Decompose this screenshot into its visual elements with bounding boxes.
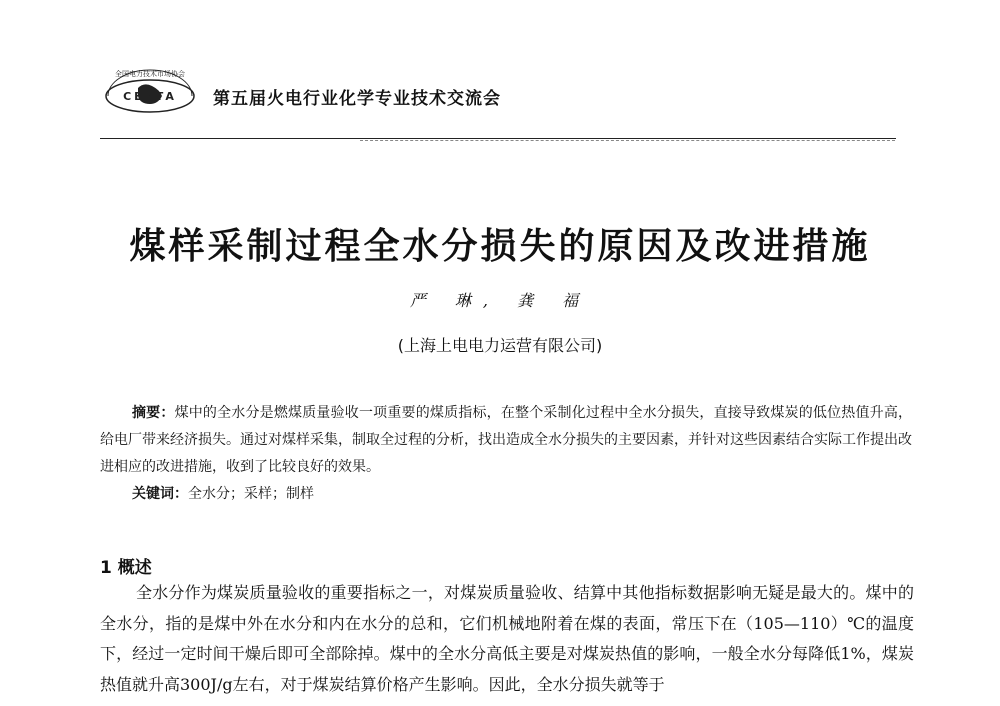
abstract: [100, 400, 912, 481]
authors: 严 琳, 龚 福: [409, 291, 591, 310]
header-divider-dashed: [360, 140, 895, 141]
paper-title: 煤样采制过程全水分损失的原因及改进措施: [129, 226, 871, 267]
logo-arc-text: 全国电力技术市场协会: [115, 70, 185, 78]
conference-logo: [100, 66, 200, 118]
logo-letters: CEPTA: [123, 90, 177, 103]
keywords: [132, 483, 314, 503]
abstract-text: 煤中的全水分是燃煤质量验收一项重要的煤质指标，在整个采制化过程中全水分损失，直接导致煤炭的低位热值升高，给电厂带来经济损失。通过对煤样采集，制取全过程的分析，找出造成全水分损失的主要因素，并针对这些因素结合实际工作提出改进相应的改进措施，收到了比较良好的效果。: [100, 405, 913, 475]
abstract-label: 摘要：: [132, 405, 175, 421]
keywords-label: 关键词：: [132, 486, 188, 502]
affiliation: (上海上电电力运营有限公司): [397, 336, 603, 355]
section-heading: 1 概述: [100, 558, 152, 578]
keywords-text: 全水分；采样；制样: [188, 486, 314, 502]
header-divider: [100, 138, 896, 139]
section-body: 全水分作为煤炭质量验收的重要指标之一，对煤炭质量验收、结算中其他指标数据影响无疑是最大的。煤中的全水分，指的是煤中外在水分和内在水分的总和，它们机械地附着在煤的表面，常压下在（105—110）℃的温度下，经过一定时间干燥后即可全部除掉。煤中的全水分高低主要是对煤炭热值的影响，一般全水分每降低1%，煤炭热值就升高300J/g左右，对于煤炭结算价格产生影响。因此，全水分损失就等于: [100, 583, 914, 694]
conference-title: 第五届火电行业化学专业技术交流会: [213, 89, 501, 109]
